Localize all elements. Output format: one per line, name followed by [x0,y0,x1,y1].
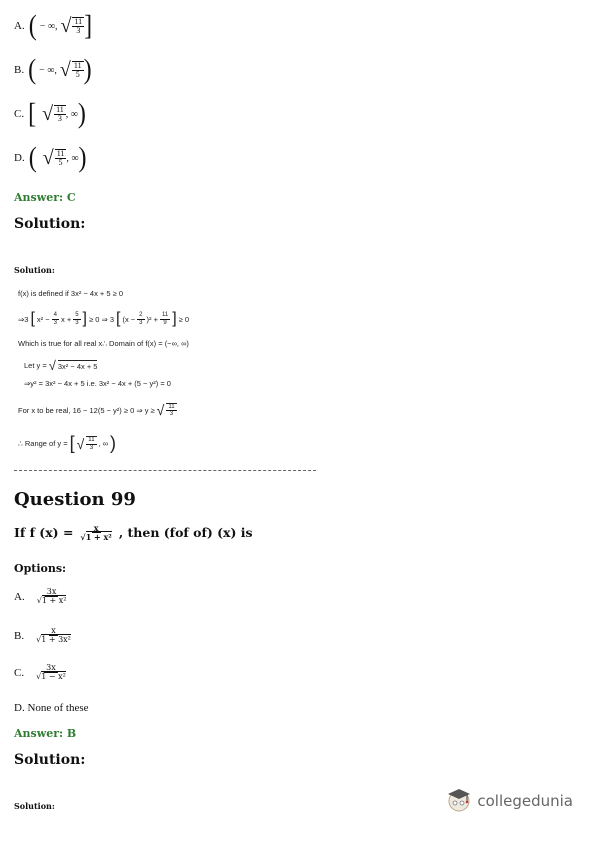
sqrt-icon: √ [42,147,54,169]
fraction [35,588,69,606]
numerator: 11 [56,148,65,158]
q-option-a [14,588,68,606]
numerator: 11 [74,16,83,26]
answer-prev: Answer: C [14,191,76,204]
sqrt-icon: √ [48,358,56,373]
solution-line-7 [18,433,116,454]
interval-left: − ∞, [39,20,58,32]
radicand: 1 + x² [41,596,67,606]
option-label: D. [14,152,25,164]
denominator: 3 [75,319,79,326]
solution-line-2 [18,310,189,328]
text-part: , then (fof of) (x) is [118,525,253,541]
fraction [55,149,67,168]
denominator: 3 [169,411,174,417]
text-part: ≥ 0 ⇒ 3 [89,314,114,324]
fraction [73,312,80,326]
solution-line-4 [24,358,97,373]
close-bracket: ) [110,433,117,453]
option-math [28,54,92,86]
text-part: Let y = [24,361,47,370]
fraction [72,61,84,80]
close-bracket: ] [82,310,87,327]
option-label: B. [14,629,25,642]
open-bracket: [ [30,310,35,327]
numerator: 4 [53,312,57,319]
text-part: x² − [36,314,50,324]
fraction [54,105,66,124]
question-title: Question 99 [14,489,136,510]
sqrt-expression [60,60,84,80]
solution-line-3: Which is true for all real x∴ Domain of f(x) = (−∞, ∞) [18,339,189,348]
close-bracket: ] [172,310,177,327]
close-bracket: ) [77,98,86,130]
option-label: A. [14,590,25,603]
numerator: 2 [139,312,143,319]
denominator: 5 [58,158,63,167]
fraction [166,403,176,418]
close-bracket: ) [78,142,87,174]
sqrt-expression [43,148,67,168]
radicand: 1 + x² [85,532,112,543]
open-bracket: ( [28,142,37,174]
option-label: B. [14,64,25,76]
fraction [160,312,170,326]
denominator: 3 [139,319,143,326]
numerator: 11 [73,60,82,70]
denominator [34,673,68,681]
fraction [72,17,84,36]
interval-left: − ∞, [39,64,57,76]
denominator [34,636,73,644]
denominator: 3 [53,319,57,326]
solution-heading-prev: Solution: [14,216,86,232]
option-c [14,98,86,130]
text-part: For x to be real, 16 − 12(5 − y²) ≥ 0 ⇒ y ≥ [18,405,155,415]
open-bracket: [ [116,310,121,327]
open-bracket: ( [28,10,37,42]
radicand: 1 − x² [41,672,66,682]
graduation-cap-icon [444,784,474,818]
options-label: Options: [14,562,67,575]
question-text [14,524,253,542]
option-math [28,142,87,174]
collegedunia-logo [444,784,573,818]
logo-text: collegedunia [477,792,573,810]
text-part: ≥ 0 [178,314,190,324]
interval-right: , ∞ [65,108,78,120]
solution-small-heading: Solution: [14,801,55,811]
solution-line-1: f(x) is defined if 3x² − 4x + 5 ≥ 0 [18,289,123,298]
radicand: 1 + 3x² [41,635,71,645]
numerator: 3x [46,587,57,596]
sqrt-icon: √ [80,532,86,543]
denominator: 3 [57,114,62,123]
sqrt-icon: √ [156,402,165,418]
option-label: A. [14,20,25,32]
q-option-c [14,664,68,682]
option-math [28,10,93,42]
text-part: ⇒3 [18,314,29,324]
fraction [137,312,144,326]
sqrt-icon: √ [36,635,42,645]
fraction [86,436,96,451]
sqrt-icon: √ [59,59,71,81]
option-b [14,54,92,86]
text-part: If f (x) = [14,525,74,541]
open-bracket: [ [69,433,75,453]
sqrt-expression [60,16,84,36]
sqrt-icon: √ [36,596,42,606]
sqrt-icon: √ [76,435,85,452]
fraction [78,524,113,542]
numerator: 5 [75,312,79,319]
solution-line-6 [18,402,177,418]
option-label: C. [14,108,25,120]
denominator [78,533,113,541]
denominator: 5 [75,70,80,79]
numerator: x [93,523,99,533]
sqrt-icon: √ [36,672,42,682]
q-option-d: D. None of these [14,702,89,714]
sqrt-icon: √ [42,103,54,125]
close-bracket: ) [83,54,92,86]
interval-right: , ∞ [66,152,79,164]
numerator: x [51,626,56,635]
sqrt-icon: √ [60,15,72,37]
text-part: )² + [146,314,158,324]
denominator: 9 [163,319,167,326]
answer: Answer: B [14,727,77,740]
solution-line-5: ⇒y² = 3x² − 4x + 5 i.e. 3x² − 4x + (5 − y²) = 0 [24,379,171,388]
denominator: 3 [89,444,94,451]
radicand: 3x² − 4x + 5 [57,362,98,371]
text-part: x + [60,314,72,324]
fraction [34,627,73,645]
numerator: 3x [46,663,56,672]
section-divider [14,470,316,471]
sqrt-expression [42,104,66,124]
text-part: , ∞ [98,439,109,448]
text-part: (x − [122,314,136,324]
q-option-b [14,627,73,645]
option-label: C. [14,666,25,679]
option-math [28,98,86,130]
option-d [14,142,87,174]
solution-heading: Solution: [14,752,86,768]
text-part: ∴ Range of y = [18,439,68,448]
open-bracket: ( [28,54,37,86]
denominator [35,597,69,605]
option-a [14,10,93,42]
numerator: 11 [88,437,95,444]
fraction [34,664,68,682]
open-bracket: [ [28,98,37,130]
numerator: 11 [56,104,64,114]
fraction [52,312,59,326]
solution-block-heading: Solution: [14,265,55,275]
numerator: 11 [168,403,175,410]
numerator: 11 [161,312,169,319]
close-bracket: ] [84,10,93,42]
denominator: 3 [76,26,81,35]
